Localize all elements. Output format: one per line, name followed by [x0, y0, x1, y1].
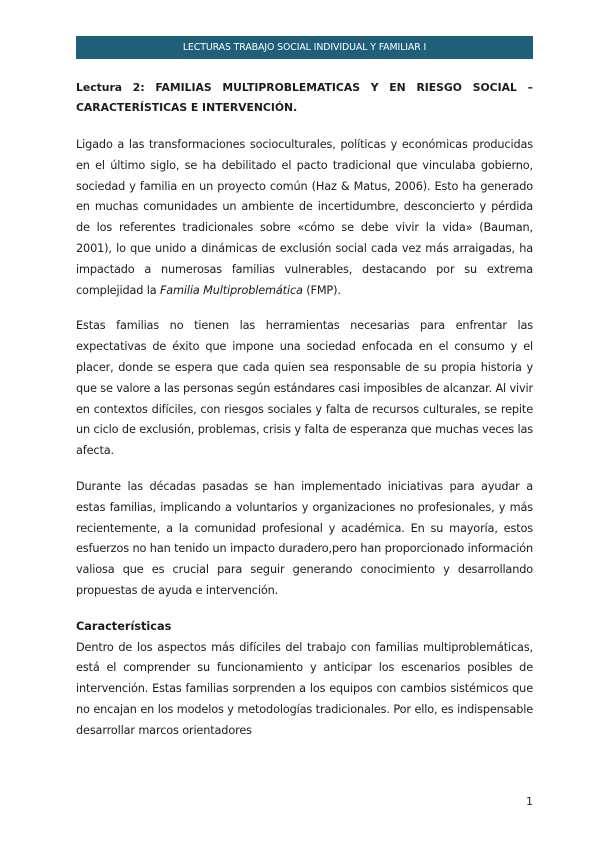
section-paragraph: Dentro de los aspectos más difíciles del trabajo con familias multiproblemáticas, está el comprender su funcionamiento y anticipar los escenarios posibles de intervención. Estas familias sorprenden a los equipos con cambios sistémicos que no encajan en los modelos y metodologías tradicionales. Por ello, es indispensable desarrollar marcos orientadores	[76, 640, 533, 737]
paragraph-1	[76, 135, 533, 301]
paragraph-1-italic-term: Familia Multiproblemática	[159, 283, 303, 297]
paragraph-1-text-end: (FMP).	[302, 283, 341, 297]
paragraph-2: Estas familias no tienen las herramientas necesarias para enfrentar las expectativas de éxito que impone una sociedad enfocada en el consumo y el placer, donde se espera que cada quien sea responsable de su propia historia y que se valore a las personas según estándares casi imposibles de alcanzar. Al vivir en contextos difíciles, con riesgos sociales y falta de recursos culturales, se repite un ciclo de exclusión, problemas, crisis y falta de esperanza que muchas veces las afecta.	[76, 319, 533, 458]
lecture-title: Lectura 2: FAMILIAS MULTIPROBLEMATICAS Y EN RIESGO SOCIAL – CARACTERÍSTICAS E INTERVENCIÓN.	[76, 81, 533, 114]
paragraph-1-text: Ligado a las transformaciones socioculturales, políticas y económicas producidas en el último siglo, se ha debilitado el pacto tradicional que vinculaba gobierno, sociedad y familia en un proyecto común (Haz & Matus, 2006). Esto ha generado en muchas comunidades un ambiente de incertidumbre, desconcierto y pérdida de los referentes tradicionales sobre «cómo se debe vivir la vida» (Bauman, 2001), lo que unido a dinámicas de exclusión social cada vez más arraigadas, ha impactado a numerosas familias vulnerables, destacando por su extrema complejidad la	[76, 138, 533, 297]
running-header: LECTURAS TRABAJO SOCIAL INDIVIDUAL Y FAMILIAR I	[76, 36, 533, 59]
page-number: 1	[526, 795, 533, 808]
section-heading-caracteristicas: Características	[76, 619, 172, 633]
paragraph-3: Durante las décadas pasadas se han implementado iniciativas para ayudar a estas familias, implicando a voluntarios y organizaciones no profesionales, y más recientemente, a la comunidad profesional y académica. En su mayoría, estos esfuerzos no han tenido un impacto duradero,pero han proporcionado información valiosa que es crucial para seguir generando conocimiento y desarrollando propuestas de ayuda e intervención.	[76, 479, 533, 597]
document-body	[76, 78, 533, 757]
